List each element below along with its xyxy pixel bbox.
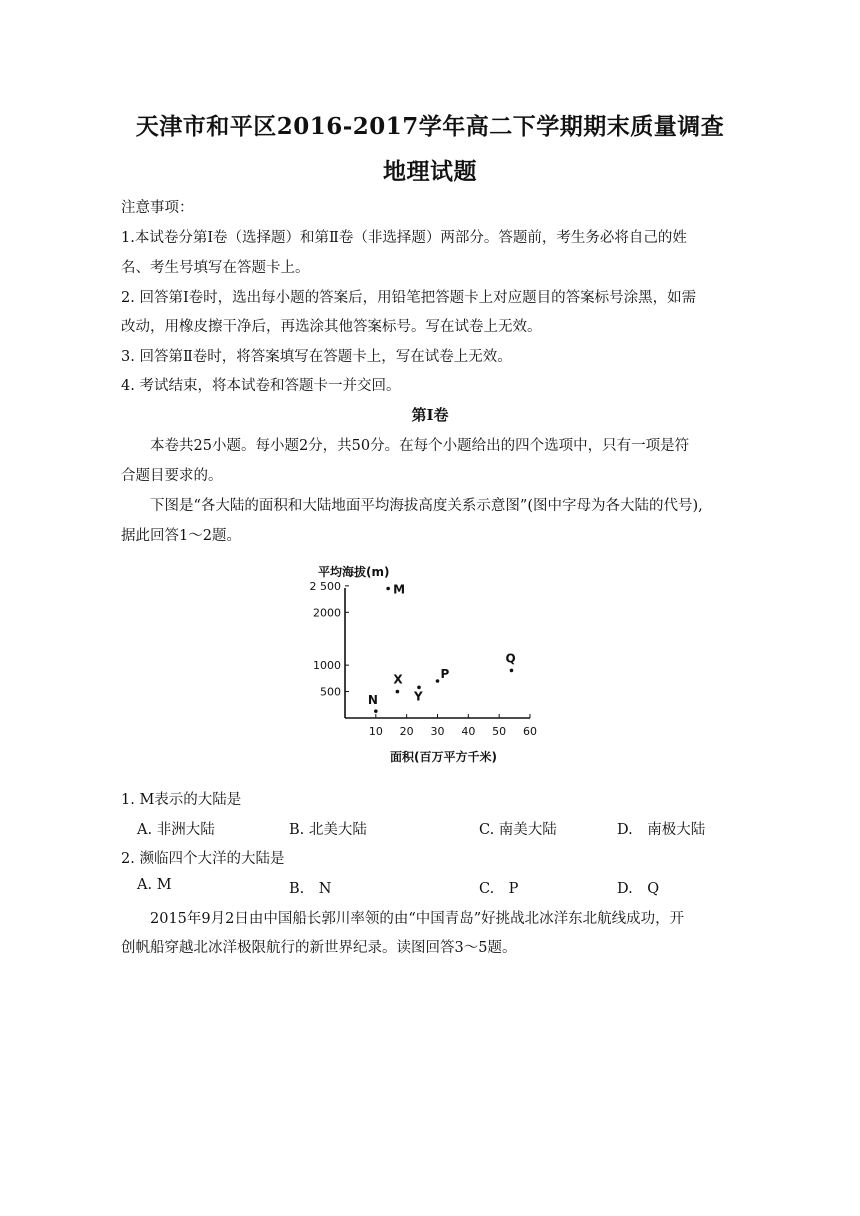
section-intro: 本卷共25小题。每小题2分，共50分。在每个小题给出的四个选项中，只有一项是符	[121, 438, 690, 454]
notes-line: 4. 考试结束，将本试卷和答题卡一并交回。	[121, 378, 401, 394]
option-c: C. 南美大陆	[479, 822, 557, 838]
data-point	[374, 709, 378, 713]
point-label: P	[440, 667, 450, 681]
data-point	[436, 679, 440, 683]
x-axis-label: 面积(百万平方千米)	[390, 750, 497, 764]
data-point	[510, 669, 514, 673]
notes-line: 2. 回答第Ⅰ卷时，选出每小题的答案后，用铅笔把答题卡上对应题目的答案标号涂黑，如需	[121, 290, 697, 306]
section-intro: 合题目要求的。	[121, 468, 223, 484]
notes-line: 改动，用橡皮擦干净后，再选涂其他答案标号。写在试卷上无效。	[121, 319, 542, 335]
data-point	[386, 587, 390, 591]
x-tick-label: 40	[461, 725, 476, 738]
option-d: D. Q	[617, 881, 660, 897]
option-d: D. 南极大陆	[617, 822, 706, 838]
notes-heading: 注意事项：	[121, 200, 194, 216]
y-tick-label: 2 500	[309, 579, 341, 593]
point-label: X	[393, 672, 403, 687]
option-b: B. N	[289, 881, 332, 897]
option-b: B. 北美大陆	[289, 822, 367, 838]
passage-line: 创帆船穿越北冰洋极限航行的新世界纪录。读图回答3～5题。	[121, 940, 517, 956]
x-tick-label: 30	[430, 725, 445, 738]
point-label: N	[367, 693, 378, 708]
notes-line: 名、考生号填写在答题卡上。	[121, 260, 310, 276]
notes-line: 1.本试卷分第Ⅰ卷（选择题）和第Ⅱ卷（非选择题）两部分。答题前，考生务必将自己的姓	[121, 230, 687, 246]
question-lead: 据此回答1～2题。	[121, 528, 241, 544]
x-tick-label: 10	[368, 725, 383, 738]
y-axis-label: 平均海拔(m)	[318, 565, 390, 579]
option-a: A. M	[137, 877, 172, 893]
y-tick-label: 1000	[313, 659, 341, 673]
passage-line: 2015年9月2日由中国船长郭川率领的由“中国青岛”好挑战北冰洋东北航线成功，开	[121, 911, 685, 927]
chart-ticks	[310, 580, 538, 738]
point-label: M	[393, 582, 406, 597]
data-point	[396, 690, 400, 694]
scatter-chart	[300, 555, 550, 770]
exam-subtitle: 地理试题	[383, 158, 477, 185]
chart-points	[368, 583, 516, 713]
notes-line: 3. 回答第Ⅱ卷时，将答案填写在答题卡上，写在试卷上无效。	[121, 349, 512, 365]
section-title: 第Ⅰ卷	[411, 406, 449, 424]
question-stem: 1. M表示的大陆是	[121, 792, 242, 808]
exam-title: 天津市和平区2016-2017学年高二下学期期末质量调查	[135, 113, 725, 140]
option-c: C. P	[479, 881, 519, 897]
option-a: A. 非洲大陆	[137, 822, 215, 838]
x-tick-label: 20	[399, 725, 414, 738]
y-tick-label: 500	[320, 685, 341, 699]
point-label: Q	[505, 651, 516, 666]
y-tick-label: 2000	[313, 606, 341, 620]
question-stem: 2. 濒临四个大洋的大陆是	[121, 851, 285, 867]
x-tick-label: 50	[492, 725, 507, 738]
point-label: Y	[414, 689, 423, 704]
question-lead: 下图是“各大陆的面积和大陆地面平均海拔高度关系示意图”(图中字母为各大陆的代号),	[121, 498, 703, 514]
x-tick-label: 60	[523, 725, 537, 738]
